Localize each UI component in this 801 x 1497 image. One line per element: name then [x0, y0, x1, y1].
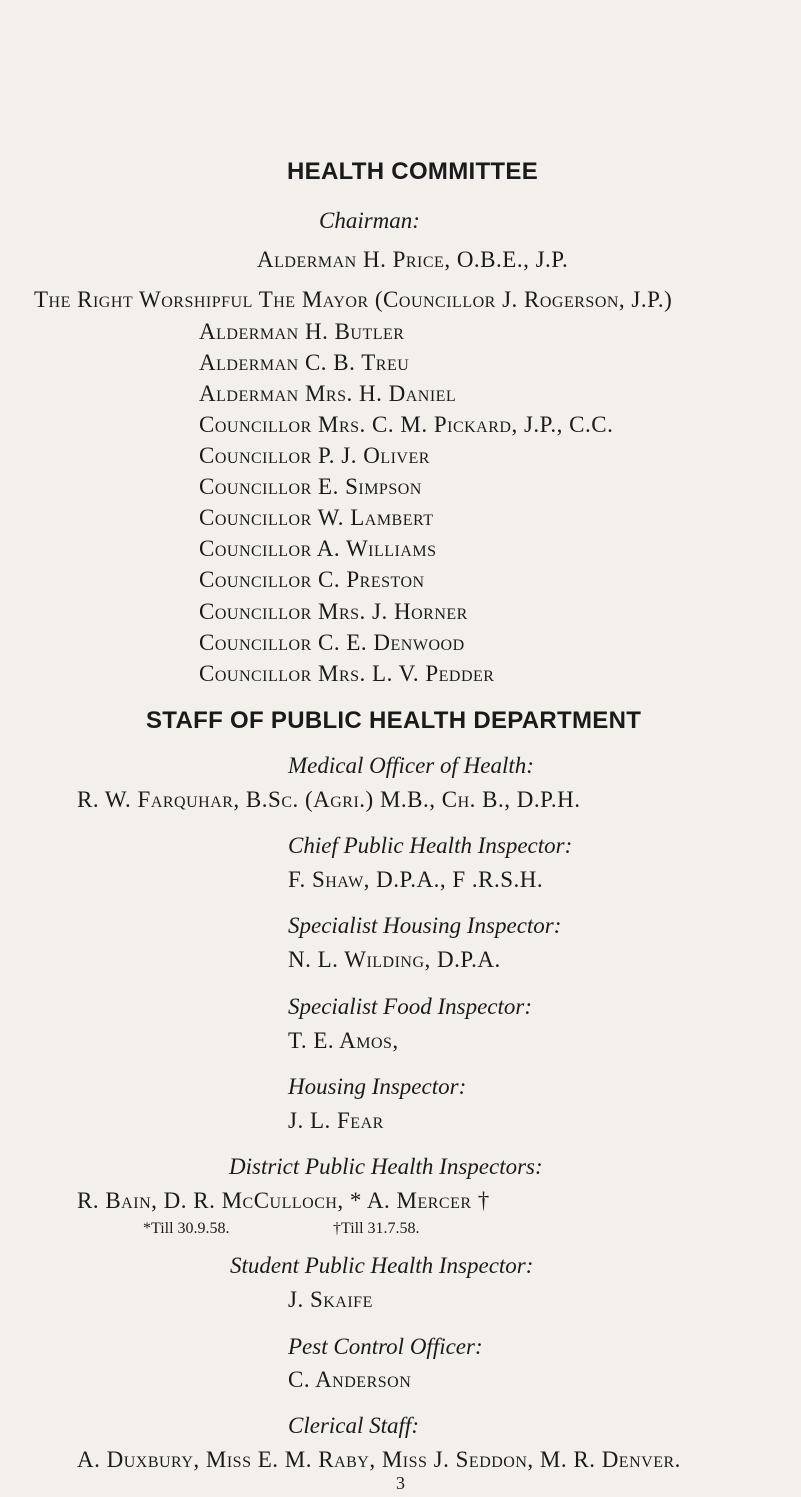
committee-member: Alderman H. Butler	[199, 319, 405, 344]
page-number: 3	[396, 1473, 405, 1493]
staff-name: N. L. Wilding, D.P.A.	[288, 947, 501, 972]
staff-role: Medical Officer of Health:	[288, 753, 534, 778]
committee-member: Councillor C. E. Denwood	[199, 630, 465, 655]
committee-member: Councillor Mrs. C. M. Pickard, J.P., C.C.	[199, 412, 614, 437]
staff-role: Specialist Housing Inspector:	[288, 913, 562, 938]
staff-role: Housing Inspector:	[288, 1074, 467, 1099]
committee-member: The Right Worshipful The Mayor (Councillor J. Rogerson, J.P.)	[34, 287, 673, 312]
staff-title: STAFF OF PUBLIC HEALTH DEPARTMENT	[146, 707, 642, 734]
staff-role: Student Public Health Inspector:	[230, 1253, 534, 1278]
committee-member: Councillor W. Lambert	[199, 505, 434, 530]
staff-role: Clerical Staff:	[288, 1413, 419, 1438]
footnote: *Till 30.9.58.	[143, 1220, 230, 1237]
committee-member: Councillor Mrs. J. Horner	[199, 599, 468, 624]
committee-member: Councillor P. J. Oliver	[199, 443, 430, 468]
staff-role: Pest Control Officer:	[288, 1334, 483, 1359]
staff-name: R. Bain, D. R. McCulloch, * A. Mercer †	[77, 1188, 490, 1213]
committee-member: Alderman C. B. Treu	[199, 350, 410, 375]
committee-member: Councillor E. Simpson	[199, 474, 422, 499]
staff-name: J. L. Fear	[288, 1108, 384, 1133]
staff-name: C. Anderson	[288, 1367, 412, 1392]
staff-role: Chief Public Health Inspector:	[288, 833, 573, 858]
staff-name: J. Skaife	[288, 1287, 373, 1312]
committee-member: Councillor Mrs. L. V. Pedder	[199, 661, 495, 686]
staff-name: R. W. Farquhar, B.Sc. (Agri.) M.B., Ch. B., D.P.H.	[77, 787, 581, 812]
staff-name: T. E. Amos,	[288, 1028, 399, 1053]
health-committee-title: HEALTH COMMITTEE	[287, 158, 538, 185]
staff-role: Specialist Food Inspector:	[288, 994, 533, 1019]
footnote: †Till 31.7.58.	[333, 1220, 420, 1237]
committee-member: Alderman Mrs. H. Daniel	[199, 381, 457, 406]
staff-name: F. Shaw, D.P.A., F .R.S.H.	[288, 867, 544, 892]
chairman-name: Alderman H. Price, O.B.E., J.P.	[257, 247, 569, 272]
committee-member: Councillor A. Williams	[199, 536, 437, 561]
staff-name: A. Duxbury, Miss E. M. Raby, Miss J. Seddon, M. R. Denver.	[77, 1447, 681, 1472]
chairman-label: Chairman:	[319, 208, 420, 233]
committee-member: Councillor C. Preston	[199, 567, 425, 592]
staff-role: District Public Health Inspectors:	[229, 1154, 543, 1179]
